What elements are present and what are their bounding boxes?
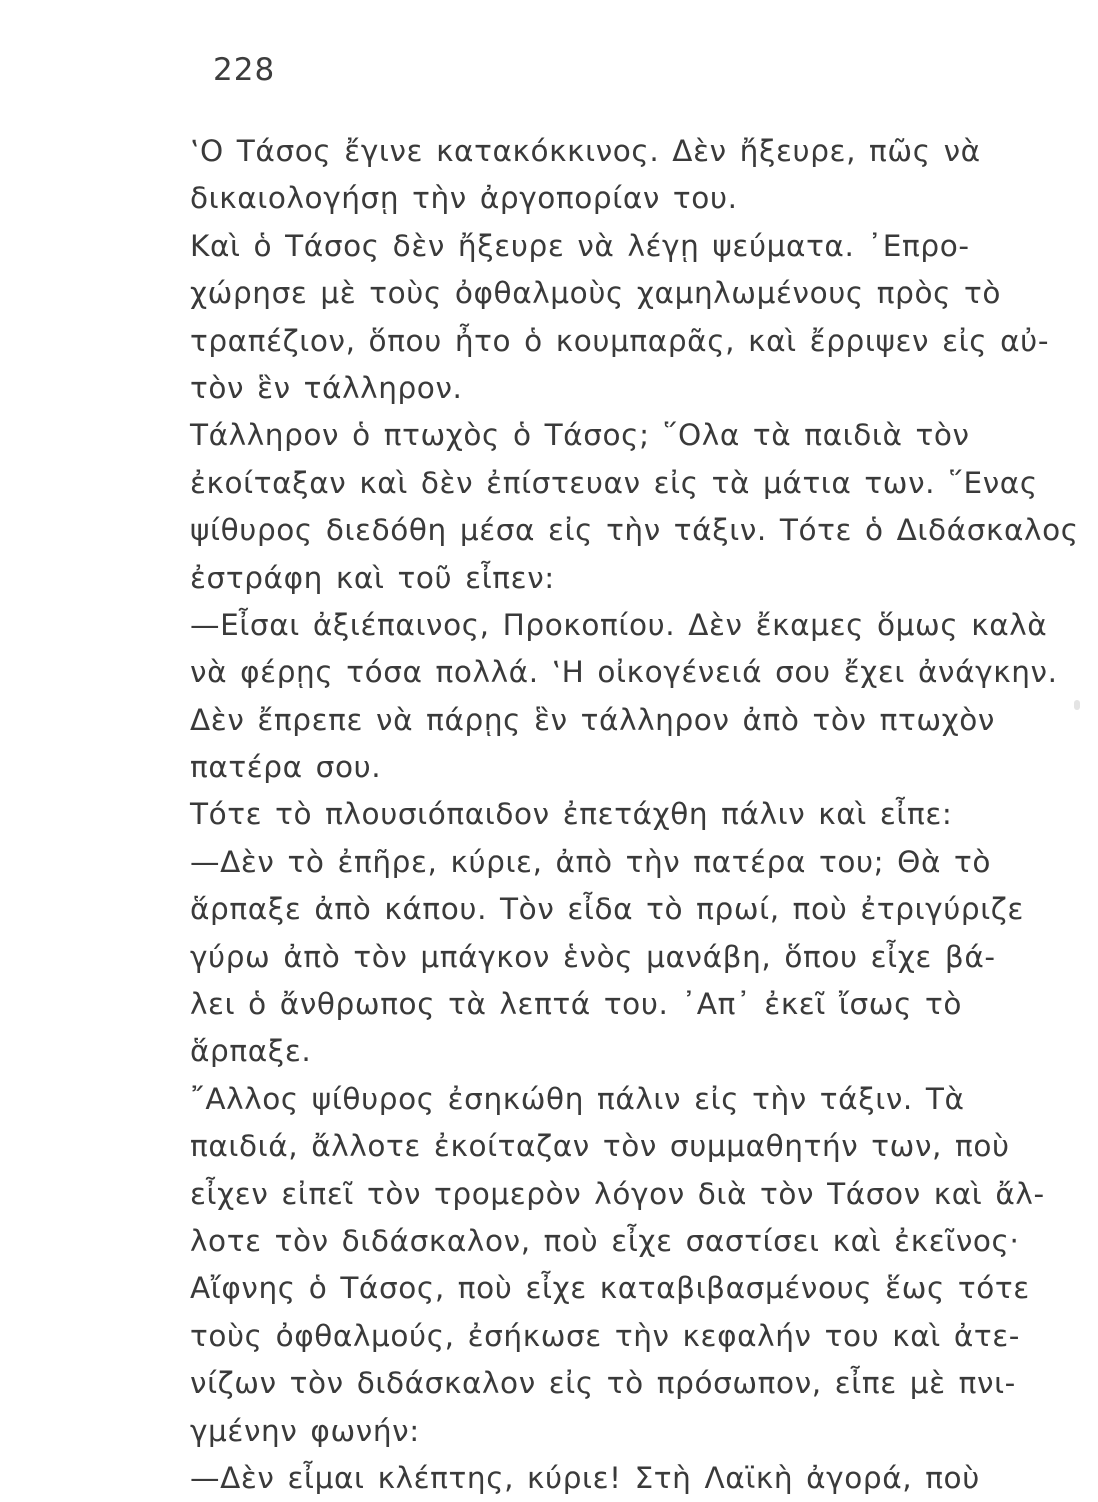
text-line: Αἴφνης ὁ Τάσος, ποὺ εἶχε καταβιβασμένους ἕως τότε [190, 1271, 1030, 1306]
text-line: χώρησε μὲ τοὺς ὀφθαλμοὺς χαμηλωμένους πρὸς τὸ [190, 276, 1002, 311]
text-line: ἅρπαξε ἀπὸ κάπου. Τὸν εἶδα τὸ πρωί, ποὺ ἐτριγύριζε [190, 892, 1024, 927]
text-line: γύρω ἀπὸ τὸν μπάγκον ἑνὸς μανάβη, ὅπου εἶχε βά- [190, 939, 996, 974]
text-line: ἅρπαξε. [190, 1034, 312, 1069]
text-line: ἐκοίταξαν καὶ δὲν ἐπίστευαν εἰς τὰ μάτια των. ῞Ενας [190, 465, 1038, 500]
text-line: εἶχεν εἰπεῖ τὸν τρομερὸν λόγον διὰ τὸν Τάσον καὶ ἄλ- [190, 1176, 1045, 1211]
text-line: Τάλληρον ὁ πτωχὸς ὁ Τάσος; ῞Ολα τὰ παιδιὰ τὸν [190, 418, 970, 453]
text-line: πατέρα σου. [190, 750, 382, 785]
text-line: τὸν ἓν τάλληρον. [190, 370, 463, 405]
text-line: νὰ φέρῃς τόσα πολλά. ‛Η οἰκογένειά σου ἔχει ἀνάγκην. [190, 655, 1058, 690]
text-line: ‛Ο Τάσος ἔγινε κατακόκκινος. Δὲν ἤξευρε, πῶς νὰ [190, 134, 981, 168]
scan-speck [1074, 700, 1080, 710]
text-line: Δὲν ἔπρεπε νὰ πάρῃς ἓν τάλληρον ἀπὸ τὸν πτωχὸν [190, 702, 996, 737]
text-line: τραπέζιον, ὅπου ἦτο ὁ κουμπαρᾶς, καὶ ἔρριψεν εἰς αὐ- [190, 323, 1050, 358]
text-line: γμένην φωνήν: [190, 1413, 420, 1448]
text-line: νίζων τὸν διδάσκαλον εἰς τὸ πρόσωπον, εἶπε μὲ πνι- [190, 1366, 1016, 1401]
text-line: παιδιά, ἄλλοτε ἐκοίταζαν τὸν συμμαθητήν των, ποὺ [190, 1129, 1010, 1164]
text-line: —Εἶσαι ἀξιέπαινος, Προκοπίου. Δὲν ἔκαμες ὅμως καλὰ [190, 607, 1048, 642]
text-line: δικαιολογήσῃ τὴν ἀργοπορίαν του. [190, 181, 738, 216]
text-line: —Δὲν τὸ ἐπῆρε, κύριε, ἀπὸ τὴν πατέρα του; Θὰ τὸ [190, 844, 992, 879]
text-line: Τότε τὸ πλουσιόπαιδον ἐπετάχθη πάλιν καὶ εἶπε: [190, 797, 953, 832]
text-line: Καὶ ὁ Τάσος δὲν ἤξευρε νὰ λέγῃ ψεύματα. ᾿Επρο- [190, 228, 970, 263]
page-number: 228 [213, 52, 276, 88]
text-line: τοὺς ὀφθαλμούς, ἐσήκωσε τὴν κεφαλήν του καὶ ἀτε- [190, 1318, 1021, 1353]
text-line: —Δὲν εἶμαι κλέπτης, κύριε! Στὴ Λαϊκὴ ἀγορά, ποὺ [190, 1460, 980, 1495]
text-line: ἐστράφη καὶ τοῦ εἶπεν: [190, 560, 555, 595]
body-text [190, 128, 1079, 1502]
text-line: λοτε τὸν διδάσκαλον, ποὺ εἶχε σαστίσει καὶ ἐκεῖνος· [190, 1223, 1020, 1258]
text-line: ψίθυρος διεδόθη μέσα εἰς τὴν τάξιν. Τότε ὁ Διδάσκαλος [190, 513, 1079, 548]
text-line: ῎Αλλος ψίθυρος ἐσηκώθη πάλιν εἰς τὴν τάξιν. Τὰ [190, 1081, 965, 1116]
text-line: λει ὁ ἄνθρωπος τὰ λεπτά του. ᾿Απ᾿ ἐκεῖ ἴσως τὸ [190, 987, 962, 1022]
